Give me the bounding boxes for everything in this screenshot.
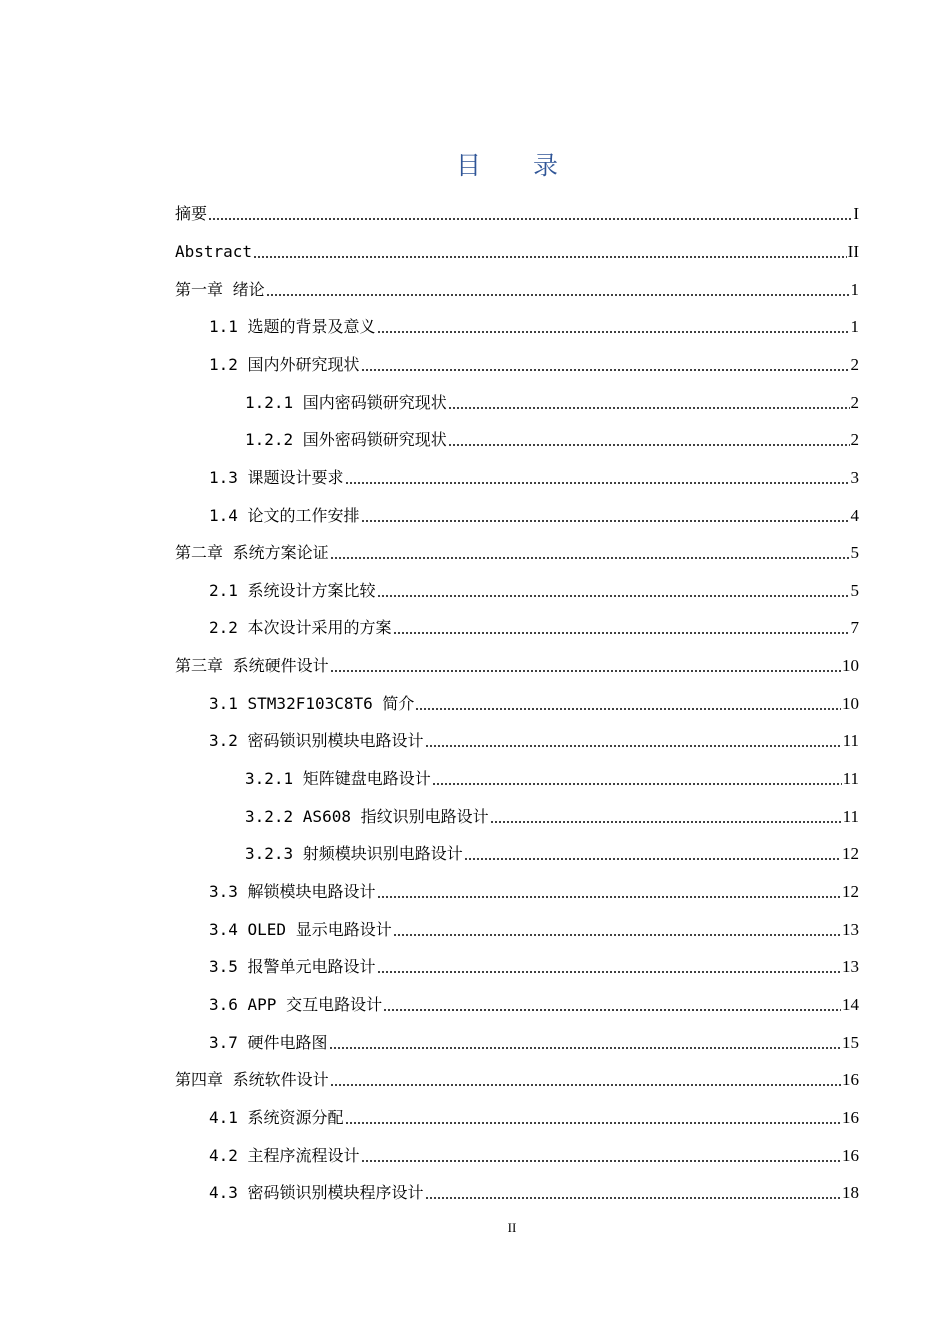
- toc-entry[interactable]: [245, 375, 859, 413]
- toc-entry[interactable]: [209, 337, 859, 375]
- toc-entry-page: II: [847, 242, 859, 261]
- toc-entry-text: 3.2.1 矩阵键盘电路设计: [245, 769, 431, 788]
- toc-entry-text: 2.1 系统设计方案比较: [209, 581, 376, 600]
- toc-leader: [345, 482, 850, 484]
- toc-leader: [330, 1084, 841, 1086]
- toc-entry[interactable]: [209, 1090, 859, 1128]
- toc-entry-page: I: [853, 204, 859, 223]
- toc-entry-text: 3.2 密码锁识别模块电路设计: [209, 731, 424, 750]
- toc-entry[interactable]: [209, 1128, 859, 1166]
- toc-entry-page: 15: [842, 1033, 859, 1052]
- toc-entry[interactable]: [209, 600, 859, 638]
- toc-entry-page: 1: [850, 280, 859, 299]
- toc-entry-page: 2: [850, 393, 859, 412]
- toc-leader: [432, 783, 842, 785]
- toc-entry-page: 5: [850, 581, 859, 600]
- toc-leader: [393, 934, 841, 936]
- toc-leader: [448, 407, 850, 409]
- toc-leader: [253, 256, 847, 258]
- toc-entry[interactable]: [209, 864, 859, 902]
- toc-entry-page: 16: [842, 1146, 859, 1165]
- toc-entry[interactable]: [175, 1052, 859, 1090]
- toc-leader: [330, 557, 850, 559]
- toc-entry-text: 1.4 论文的工作安排: [209, 506, 360, 525]
- toc-entry-page: 1: [850, 317, 859, 336]
- toc-entry[interactable]: [245, 751, 859, 789]
- toc-leader: [415, 708, 841, 710]
- toc-entry[interactable]: [209, 299, 859, 337]
- toc-entry[interactable]: [245, 412, 859, 450]
- toc-entry-text: 3.7 硬件电路图: [209, 1033, 328, 1052]
- toc-entry[interactable]: [209, 1015, 859, 1053]
- toc-leader: [361, 520, 850, 522]
- toc-entry-text: 第二章 系统方案论证: [175, 543, 329, 562]
- toc-entry-page: 12: [842, 844, 859, 863]
- toc-entry-text: Abstract: [175, 242, 253, 261]
- toc-leader: [361, 369, 850, 371]
- toc-leader: [377, 331, 850, 333]
- toc-entry[interactable]: [209, 977, 859, 1015]
- toc-entry-page: 2: [850, 430, 859, 449]
- toc-leader: [464, 858, 841, 860]
- toc-entry-page: 2: [850, 355, 859, 374]
- toc-leader: [361, 1160, 841, 1162]
- toc-entry-text: 1.2.2 国外密码锁研究现状: [245, 430, 447, 449]
- toc-entry-text: 2.2 本次设计采用的方案: [209, 618, 392, 637]
- toc-leader: [345, 1122, 841, 1124]
- toc-entry-text: 3.4 OLED 显示电路设计: [209, 920, 392, 939]
- toc-leader: [425, 1197, 841, 1199]
- toc-entry-page: 14: [842, 995, 859, 1014]
- toc-leader: [266, 294, 850, 296]
- toc-leader: [377, 971, 841, 973]
- toc-leader: [425, 745, 842, 747]
- toc-entry-page: 5: [850, 543, 859, 562]
- toc-entry[interactable]: [245, 826, 859, 864]
- toc-entry[interactable]: [209, 563, 859, 601]
- toc-entry-text: 4.2 主程序流程设计: [209, 1146, 360, 1165]
- toc-entry-page: 10: [842, 694, 859, 713]
- toc-leader: [383, 1009, 841, 1011]
- toc-entry-text: 摘要: [175, 204, 208, 223]
- toc-entry-page: 13: [842, 920, 859, 939]
- toc-entry-text: 3.5 报警单元电路设计: [209, 957, 376, 976]
- toc-entry-text: 3.2.3 射频模块识别电路设计: [245, 844, 463, 863]
- toc-entry-page: 18: [842, 1183, 859, 1202]
- toc-entry-page: 4: [850, 506, 859, 525]
- toc-entry[interactable]: [175, 525, 859, 563]
- toc-entry[interactable]: [175, 262, 859, 300]
- toc-entry[interactable]: [209, 713, 859, 751]
- toc-entry-text: 第一章 绪论: [175, 280, 265, 299]
- toc-entry-text: 3.3 解锁模块电路设计: [209, 882, 376, 901]
- toc-entry-page: 13: [842, 957, 859, 976]
- toc-entry-text: 1.3 课题设计要求: [209, 468, 344, 487]
- toc-entry[interactable]: [175, 186, 859, 224]
- toc-entry-text: 1.2 国内外研究现状: [209, 355, 360, 374]
- toc-entry[interactable]: [245, 789, 859, 827]
- toc-leader: [490, 821, 842, 823]
- toc-leader: [330, 670, 841, 672]
- toc-entry-page: 11: [842, 731, 859, 750]
- toc-entry-text: 4.1 系统资源分配: [209, 1108, 344, 1127]
- toc-entry-text: 第三章 系统硬件设计: [175, 656, 329, 675]
- toc-entry-page: 12: [842, 882, 859, 901]
- toc-entry[interactable]: [175, 638, 859, 676]
- toc-entry-page: 3: [850, 468, 859, 487]
- page-number: II: [507, 1220, 517, 1235]
- toc-entry[interactable]: [209, 1165, 859, 1203]
- toc-entry[interactable]: [209, 450, 859, 488]
- toc-title: 目 录: [456, 151, 580, 180]
- toc-leader: [448, 444, 850, 446]
- toc-entry-text: 第四章 系统软件设计: [175, 1070, 329, 1089]
- toc-entry-text: 1.2.1 国内密码锁研究现状: [245, 393, 447, 412]
- toc-leader: [393, 632, 850, 634]
- toc-leader: [377, 595, 850, 597]
- toc-entry[interactable]: [209, 676, 859, 714]
- toc-entry-text: 3.2.2 AS608 指纹识别电路设计: [245, 807, 489, 826]
- toc-entry-text: 3.1 STM32F103C8T6 简介: [209, 694, 415, 713]
- toc-entry-page: 10: [842, 656, 859, 675]
- toc-entry-page: 7: [850, 618, 859, 637]
- toc-leader: [329, 1047, 841, 1049]
- toc-entry-text: 1.1 选题的背景及意义: [209, 317, 376, 336]
- toc-leader: [377, 896, 841, 898]
- toc-entry[interactable]: [209, 939, 859, 977]
- toc-entry-page: 16: [842, 1070, 859, 1089]
- toc-entry[interactable]: [209, 902, 859, 940]
- toc-entry[interactable]: [209, 488, 859, 526]
- toc-entry[interactable]: [175, 224, 859, 262]
- toc-entry-page: 16: [842, 1108, 859, 1127]
- toc-entry-page: 11: [842, 769, 859, 788]
- toc-entry-text: 3.6 APP 交互电路设计: [209, 995, 383, 1014]
- toc-entry-text: 4.3 密码锁识别模块程序设计: [209, 1183, 424, 1202]
- toc-entry-page: 11: [842, 807, 859, 826]
- toc-leader: [208, 218, 852, 220]
